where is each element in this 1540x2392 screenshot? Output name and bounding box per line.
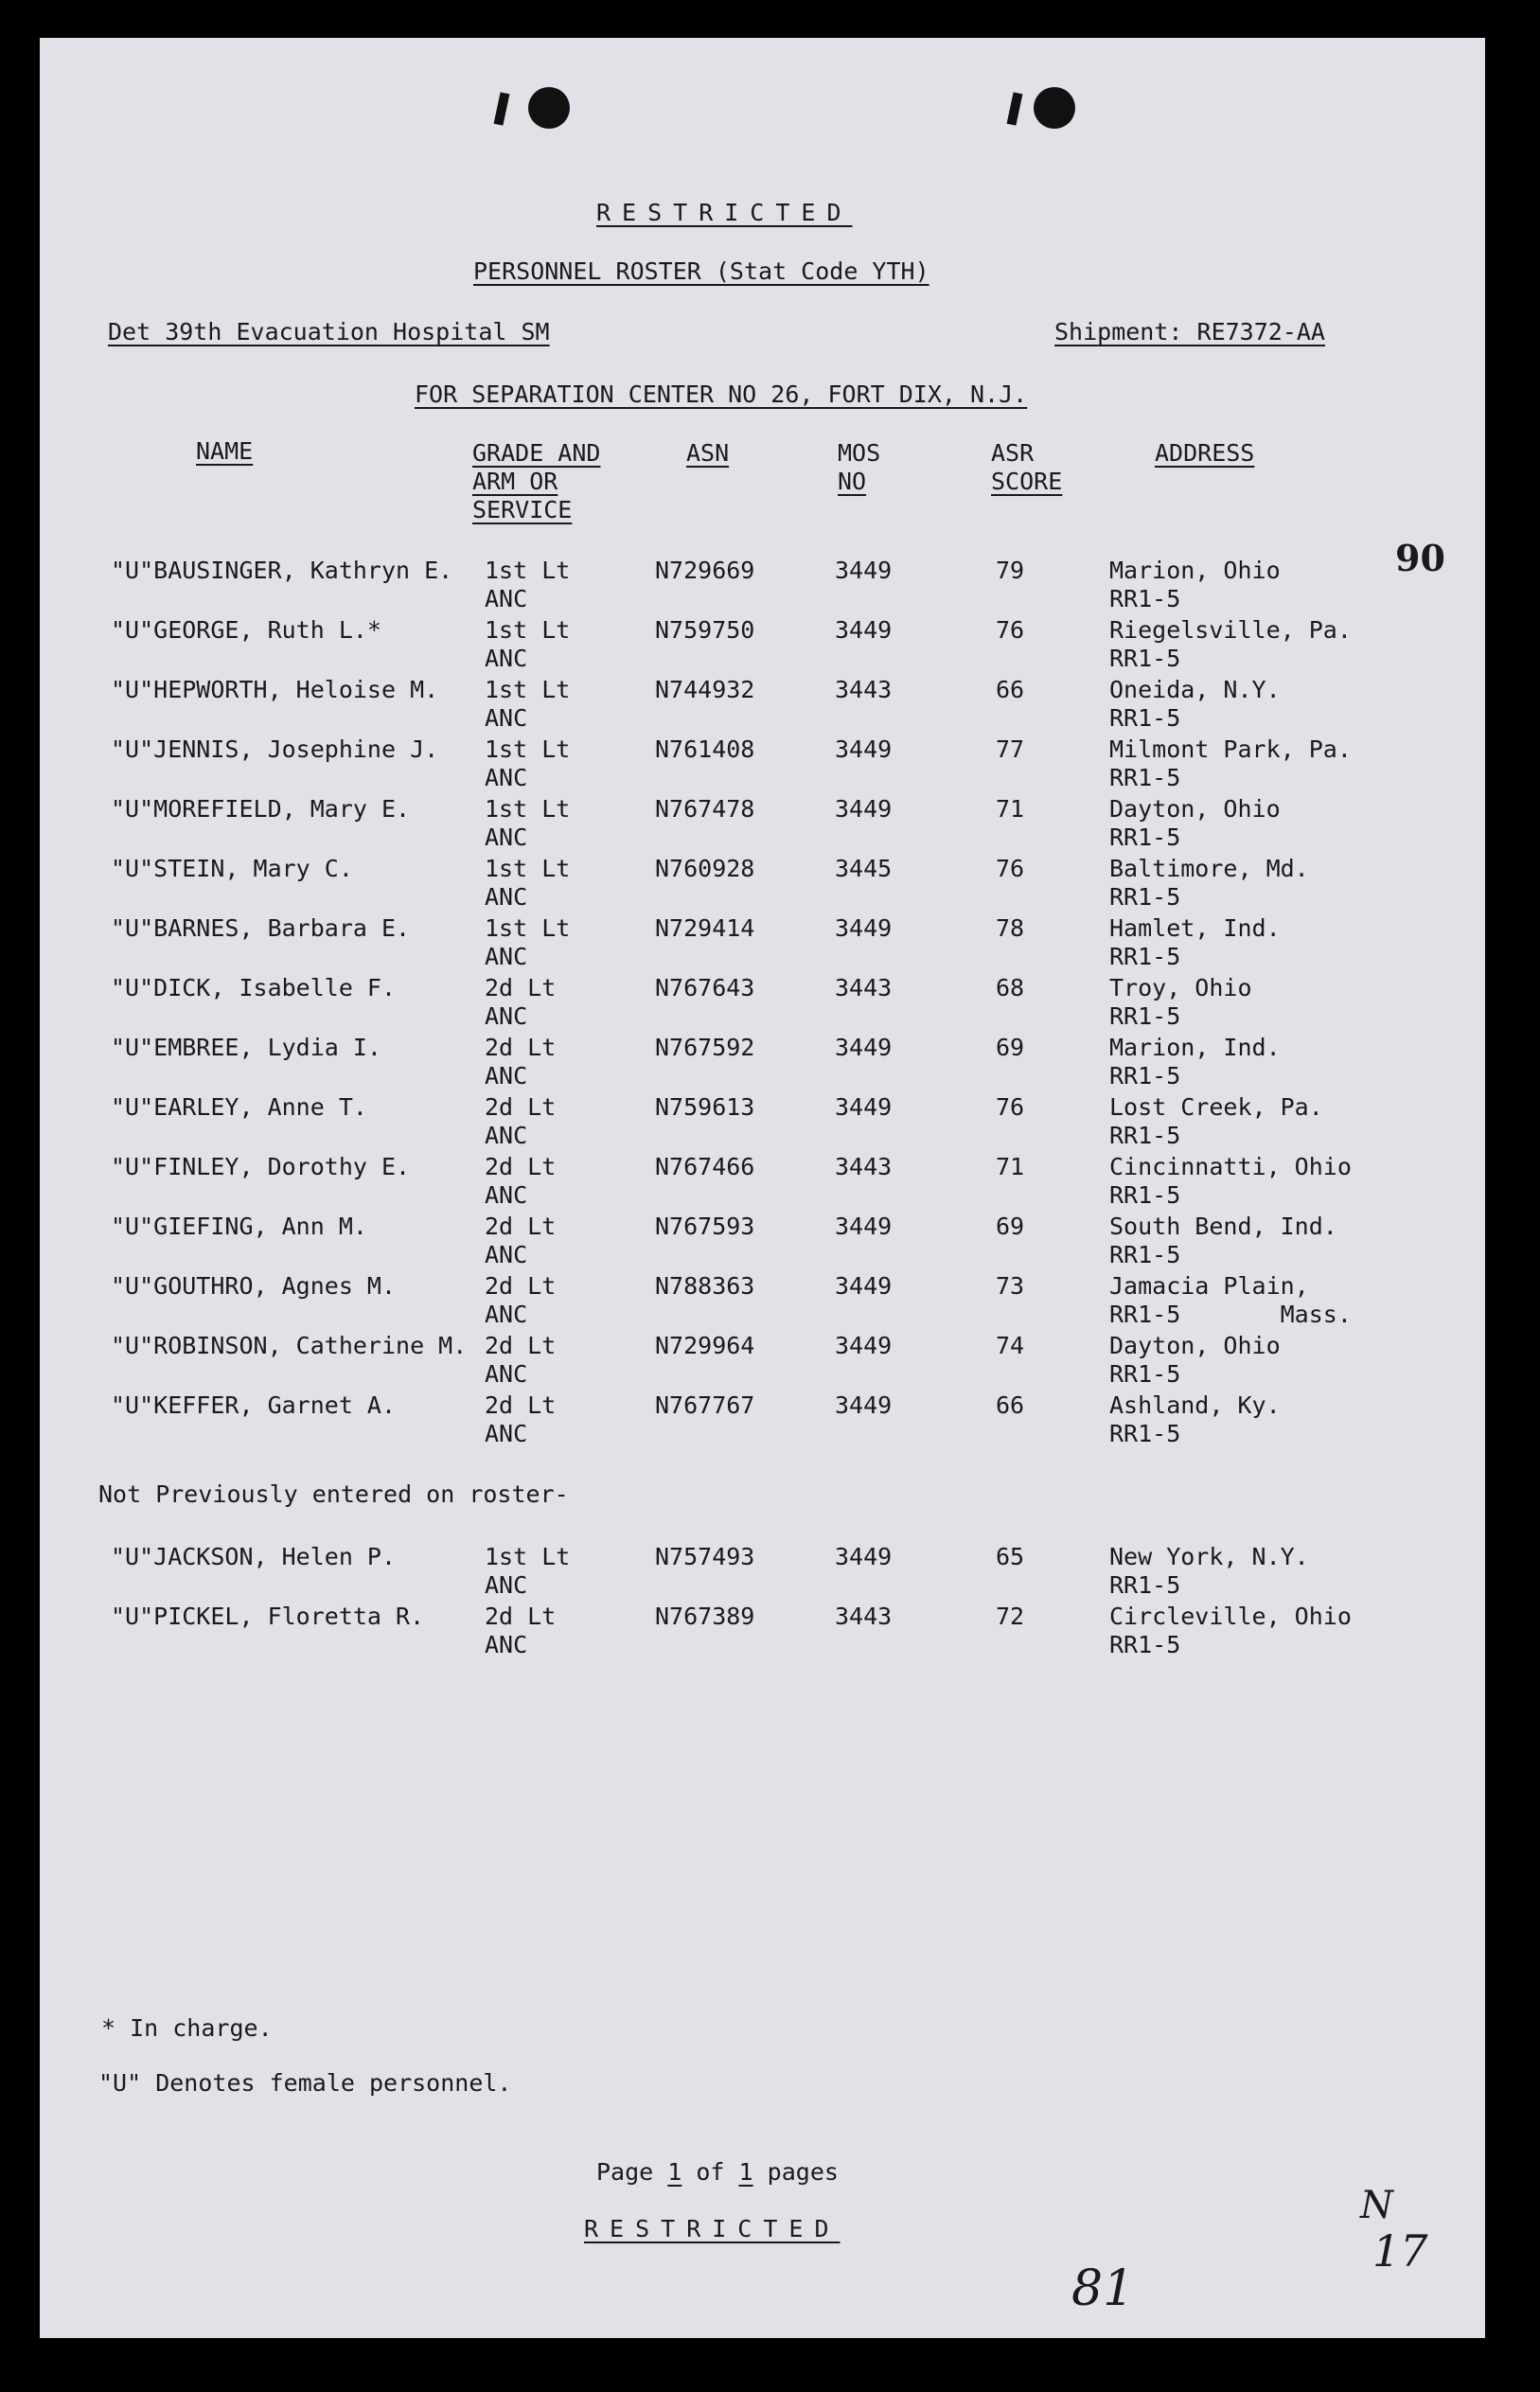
row-asn: N729964 [655,1332,755,1359]
row-address2: RR1-5 [1109,1181,1181,1209]
row-asn: N767592 [655,1034,755,1061]
row-address2: RR1-5 [1109,1420,1181,1447]
row-score: 65 [996,1543,1025,1570]
col-header-mos-1: MOS [838,439,881,467]
row-address2: RR1-5 [1109,1002,1181,1030]
row-asn: N767643 [655,974,755,1001]
row-mos: 3449 [835,1093,893,1121]
col-header-asn: ASN [686,439,730,467]
punch-hole [1034,87,1075,129]
row-address2: RR1-5 [1109,943,1181,970]
row-asn: N767767 [655,1391,755,1419]
row-address2: RR1-5 [1109,1241,1181,1268]
row-score: 78 [996,914,1025,942]
row-asn: N761408 [655,735,755,763]
row-address: Hamlet, Ind. [1109,914,1281,942]
row-mos: 3449 [835,1543,893,1570]
row-score: 74 [996,1332,1025,1359]
row-grade: 1st Lt [485,855,571,882]
row-address2: RR1-5 [1109,1571,1181,1599]
row-address: Lost Creek, Pa. [1109,1093,1323,1121]
row-address: Marion, Ind. [1109,1034,1281,1061]
classification-bottom: RESTRICTED [584,2215,841,2242]
row-mos: 3443 [835,676,893,703]
row-mos: 3449 [835,557,893,584]
footnote-u-denotes: "U" Denotes female personnel. [98,2069,512,2097]
row-service: ANC [485,1420,528,1447]
row-name: "U"BAUSINGER, Kathryn E. [111,557,453,584]
row-address2: RR1-5 [1109,1360,1181,1388]
col-header-grade-3: SERVICE [472,496,573,523]
row-service: ANC [485,764,528,791]
row-name: "U"EMBREE, Lydia I. [111,1034,381,1061]
row-service: ANC [485,704,528,732]
row-service: ANC [485,1122,528,1149]
col-header-grade-1: GRADE AND [472,439,601,467]
row-address2: RR1-5 [1109,764,1181,791]
row-address2: RR1-5 [1109,645,1181,672]
row-grade: 2d Lt [485,1093,557,1121]
handwritten-initial: N [1360,2184,1393,2227]
row-address: South Bend, Ind. [1109,1213,1337,1240]
row-mos: 3449 [835,1332,893,1359]
row-grade: 2d Lt [485,1153,557,1180]
row-service: ANC [485,1062,528,1090]
row-score: 71 [996,795,1025,823]
hole-mark [494,92,510,125]
row-asn: N759750 [655,616,755,644]
row-grade: 1st Lt [485,676,571,703]
row-score: 69 [996,1213,1025,1240]
row-grade: 1st Lt [485,1543,571,1570]
row-name: "U"JACKSON, Helen P. [111,1543,397,1570]
row-service: ANC [485,585,528,612]
row-mos: 3449 [835,616,893,644]
row-address2: RR1-5 [1109,883,1181,911]
row-address2: RR1-5 [1109,1062,1181,1090]
row-address: Dayton, Ohio [1109,1332,1281,1359]
margin-number: 90 [1395,537,1445,579]
destination: FOR SEPARATION CENTER NO 26, FORT DIX, N.J. [415,381,1028,408]
row-grade: 1st Lt [485,795,571,823]
row-service: ANC [485,1301,528,1328]
row-address2: RR1-5 [1109,1122,1181,1149]
row-grade: 2d Lt [485,1034,557,1061]
row-asn: N760928 [655,855,755,882]
row-address2: RR1-5 [1109,704,1181,732]
row-asn: N767389 [655,1603,755,1630]
row-asn: N767478 [655,795,755,823]
row-mos: 3449 [835,735,893,763]
row-mos: 3449 [835,1034,893,1061]
row-score: 72 [996,1603,1025,1630]
row-grade: 2d Lt [485,1213,557,1240]
row-name: "U"FINLEY, Dorothy E. [111,1153,411,1180]
row-address2: RR1-5 [1109,824,1181,851]
row-address: Dayton, Ohio [1109,795,1281,823]
row-grade: 2d Lt [485,1603,557,1630]
row-service: ANC [485,1002,528,1030]
row-asn: N767593 [655,1213,755,1240]
punch-hole [528,87,570,129]
col-header-name: NAME [196,437,254,465]
row-address2: RR1-5 [1109,585,1181,612]
row-service: ANC [485,645,528,672]
row-name: "U"GEORGE, Ruth L.* [111,616,381,644]
row-mos: 3445 [835,855,893,882]
row-name: "U"DICK, Isabelle F. [111,974,397,1001]
row-score: 79 [996,557,1025,584]
row-address: Riegelsville, Pa. [1109,616,1352,644]
row-address: Baltimore, Md. [1109,855,1309,882]
row-service: ANC [485,943,528,970]
row-score: 66 [996,676,1025,703]
row-address: Ashland, Ky. [1109,1391,1281,1419]
row-name: "U"ROBINSON, Catherine M. [111,1332,468,1359]
row-name: "U"STEIN, Mary C. [111,855,353,882]
handwritten-number: 81 [1071,2260,1135,2317]
row-mos: 3449 [835,1391,893,1419]
row-score: 71 [996,1153,1025,1180]
row-asn: N744932 [655,676,755,703]
row-address: Milmont Park, Pa. [1109,735,1352,763]
row-grade: 1st Lt [485,914,571,942]
row-asn: N729414 [655,914,755,942]
row-service: ANC [485,1360,528,1388]
row-grade: 1st Lt [485,735,571,763]
row-address: New York, N.Y. [1109,1543,1309,1570]
handwritten-page: 17 [1372,2225,1428,2277]
row-score: 77 [996,735,1025,763]
shipment-number: Shipment: RE7372-AA [1054,318,1325,346]
row-address: Cincinnatti, Ohio [1109,1153,1352,1180]
row-score: 69 [996,1034,1025,1061]
unit-name: Det 39th Evacuation Hospital SM [108,318,550,346]
row-service: ANC [485,1571,528,1599]
row-name: "U"EARLEY, Anne T. [111,1093,367,1121]
row-mos: 3449 [835,914,893,942]
row-address2: RR1-5 [1109,1631,1181,1658]
row-service: ANC [485,824,528,851]
row-name: "U"HEPWORTH, Heloise M. [111,676,439,703]
row-grade: 1st Lt [485,557,571,584]
row-mos: 3449 [835,1213,893,1240]
row-address2: RR1-5 Mass. [1109,1301,1352,1328]
classification-top: RESTRICTED [596,199,853,226]
row-name: "U"KEFFER, Garnet A. [111,1391,397,1419]
row-mos: 3449 [835,795,893,823]
row-score: 76 [996,855,1025,882]
row-mos: 3443 [835,1153,893,1180]
hole-mark [1007,92,1023,125]
row-address: Troy, Ohio [1109,974,1252,1001]
row-grade: 2d Lt [485,1272,557,1300]
col-header-asr-2: SCORE [991,468,1063,495]
section-note: Not Previously entered on roster- [98,1480,569,1508]
row-address: Oneida, N.Y. [1109,676,1281,703]
col-header-mos-2: NO [838,468,867,495]
roster-page [40,38,1485,2338]
row-score: 66 [996,1391,1025,1419]
row-service: ANC [485,883,528,911]
row-grade: 2d Lt [485,974,557,1001]
roster-title: PERSONNEL ROSTER (Stat Code YTH) [473,257,929,285]
row-score: 68 [996,974,1025,1001]
row-asn: N729669 [655,557,755,584]
row-asn: N767466 [655,1153,755,1180]
row-score: 76 [996,1093,1025,1121]
row-mos: 3443 [835,974,893,1001]
row-address: Marion, Ohio [1109,557,1281,584]
row-asn: N788363 [655,1272,755,1300]
row-name: "U"JENNIS, Josephine J. [111,735,439,763]
page-count: Page 1 of 1 pages [596,2158,839,2186]
row-address: Circleville, Ohio [1109,1603,1352,1630]
col-header-address: ADDRESS [1155,439,1255,467]
row-address: Jamacia Plain, [1109,1272,1309,1300]
row-service: ANC [485,1241,528,1268]
row-grade: 2d Lt [485,1391,557,1419]
row-service: ANC [485,1181,528,1209]
row-grade: 1st Lt [485,616,571,644]
row-mos: 3443 [835,1603,893,1630]
row-asn: N759613 [655,1093,755,1121]
row-mos: 3449 [835,1272,893,1300]
row-name: "U"PICKEL, Floretta R. [111,1603,425,1630]
row-name: "U"GOUTHRO, Agnes M. [111,1272,397,1300]
col-header-asr-1: ASR [991,439,1035,467]
footnote-in-charge: * In charge. [101,2014,273,2042]
col-header-grade-2: ARM OR [472,468,558,495]
row-name: "U"GIEFING, Ann M. [111,1213,367,1240]
row-asn: N757493 [655,1543,755,1570]
row-service: ANC [485,1631,528,1658]
row-name: "U"BARNES, Barbara E. [111,914,411,942]
row-score: 73 [996,1272,1025,1300]
row-score: 76 [996,616,1025,644]
row-name: "U"MOREFIELD, Mary E. [111,795,411,823]
row-grade: 2d Lt [485,1332,557,1359]
